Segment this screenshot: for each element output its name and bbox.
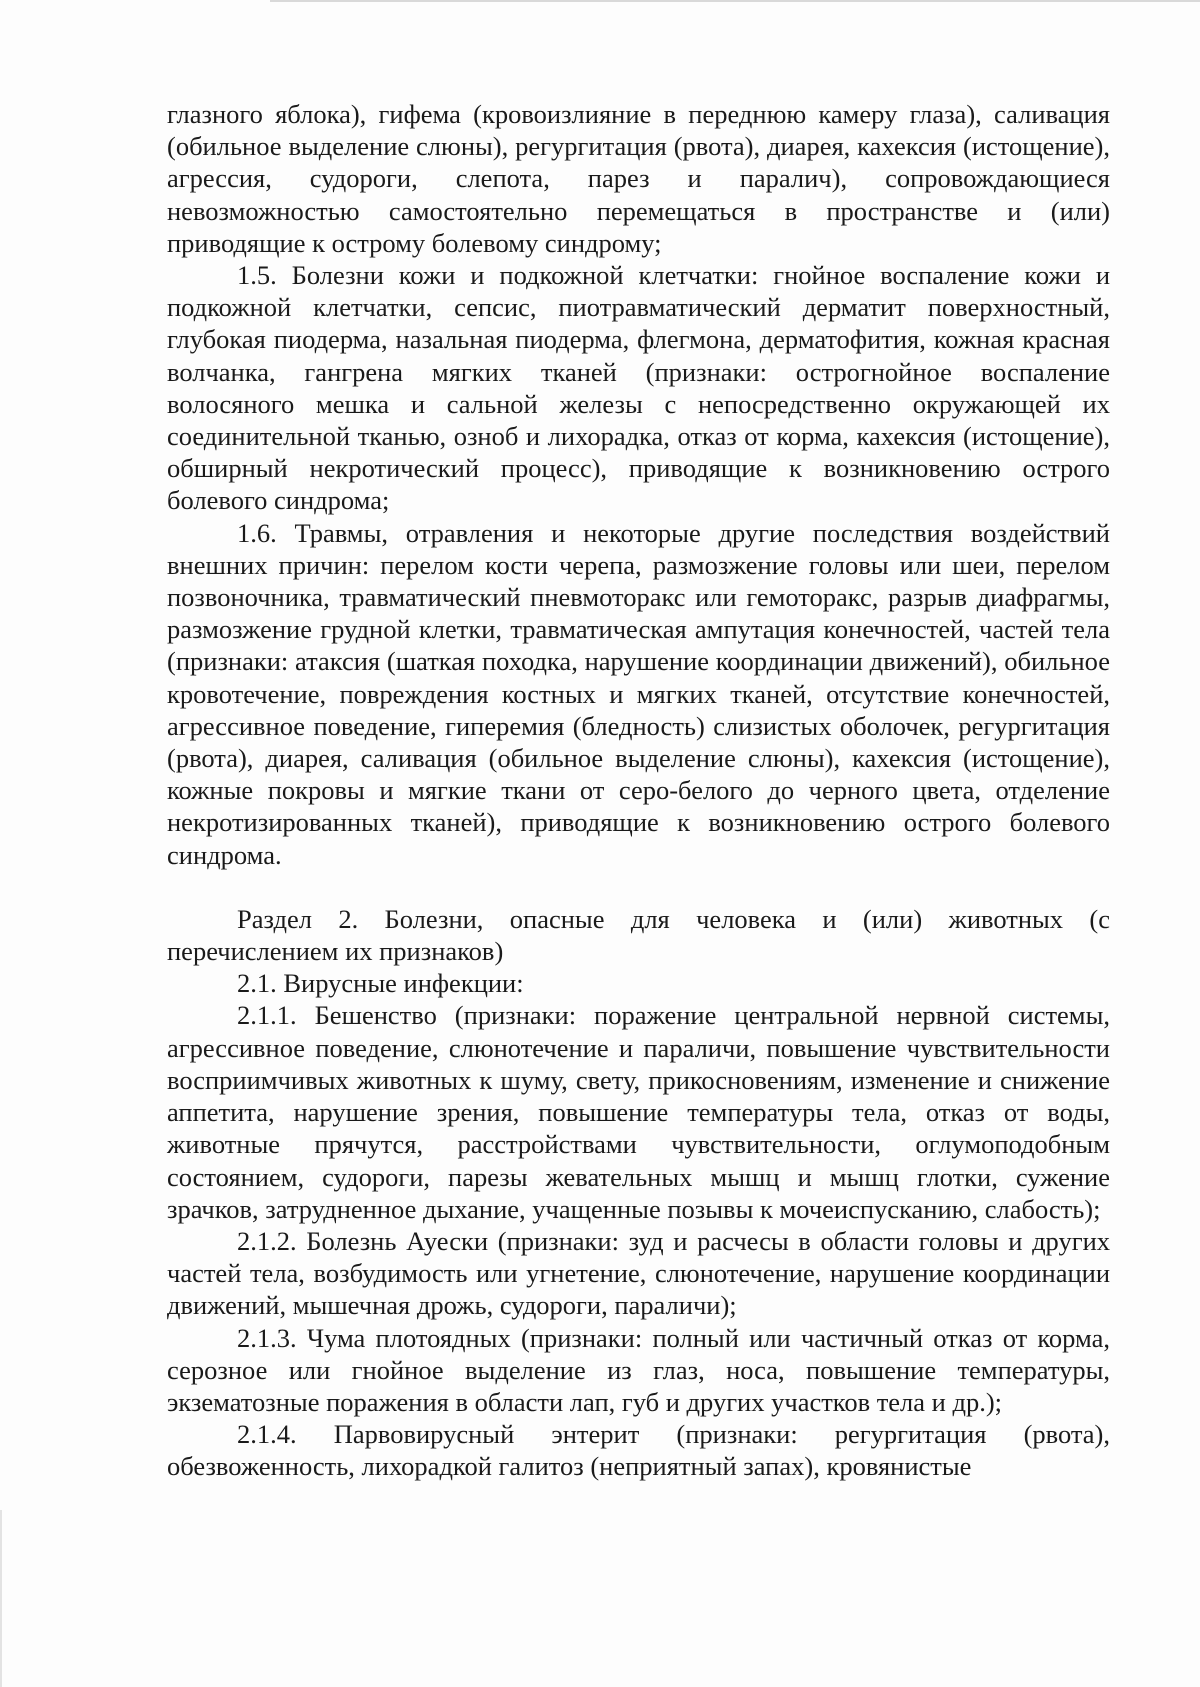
paragraph-continuation: глазного яблока), гифема (кровоизлияние в переднюю камеру глаза), саливация (обильное выделение слюны), регургитация (рвота), диарея, кахексия (истощение), агрессия, судороги, слепота, парез и паралич), сопровождающиеся невозможностью самостоятельно перемещаться в пространстве и (или) приводящие к острому болевому синдрому; [167,99,1110,258]
paragraph-1-5: 1.5. Болезни кожи и подкожной клетчатки: гнойное воспаление кожи и подкожной клетчатки, сепсис, пиотравматический дерматит поверхностный, глубокая пиодерма, назальная пиодерма, флегмона, дерматофития, кожная красная волчанка, гангрена мягких тканей (признаки: острогнойное воспаление волосяного мешка и сальной железы с непосредственно окружающей их соединительной тканью, озноб и лихорадка, отказ от корма, кахексия (истощение), обширный некротический процесс), приводящие к возникновению острого болевого синдрома; [167,260,1110,516]
paragraph-2-1-1: 2.1.1. Бешенство (признаки: поражение центральной нервной системы, агрессивное поведение, слюнотечение и параличи, повышение чувствительности восприимчивых животных к шуму, свету, прикосновениям, изменение и снижение аппетита, нарушение зрения, повышение температуры тела, отказ от воды, животные прячутся, расстройствами чувствительности, оглумоподобным состоянием, судороги, парезы жевательных мышц и мышц глотки, сужение зрачков, затрудненное дыхание, учащенные позывы к мочеиспусканию, слабость); [167,1000,1110,1224]
paragraph-1-6: 1.6. Травмы, отравления и некоторые другие последствия воздействий внешних причин: перелом кости черепа, размозжение головы или шеи, перелом позвоночника, травматический пневмоторакс или гемоторакс, разрыв диафрагмы, размозжение грудной клетки, травматическая ампутация конечностей, частей тела (признаки: атаксия (шаткая походка, нарушение координации движений), обильное кровотечение, повреждения костных и мягких тканей, отсутствие конечностей, агрессивное поведение, гиперемия (бледность) слизистых оболочек, регургитация (рвота), диарея, саливация (обильное выделение слюны), кахексия (истощение), кожные покровы и мягкие ткани от серо-белого до черного цвета, отделение некротизированных тканей), приводящие к возникновению острого болевого синдрома. [167,517,1110,870]
paragraph-2-1-3: 2.1.3. Чума плотоядных (признаки: полный или частичный отказ от корма, серозное или гнойное выделение из глаз, носа, повышение температуры, экзематозные поражения в области лап, губ и других участков тела и др.); [167,1322,1110,1417]
paragraph-2-1: 2.1. Вирусные инфекции: [237,968,524,999]
paragraph-2-1-4: 2.1.4. Парвовирусный энтерит (признаки: регургитация (рвота), обезвоженность, лихорадкой галитоз (неприятный запах), кровянистые [167,1419,1110,1482]
paragraph-2-1-2: 2.1.2. Болезнь Ауески (признаки: зуд и расчесы в области головы и других частей тела, возбудимость или угнетение, слюнотечение, нарушение координации движений, мышечная дрожь, судороги, параличи); [167,1225,1110,1321]
scan-top-edge [270,0,1200,2]
section-2-heading: Раздел 2. Болезни, опасные для человека и (или) животных (с перечислением их признаков) [167,903,1110,967]
document-body [167,98,1110,1483]
scan-left-edge [0,1510,2,1687]
